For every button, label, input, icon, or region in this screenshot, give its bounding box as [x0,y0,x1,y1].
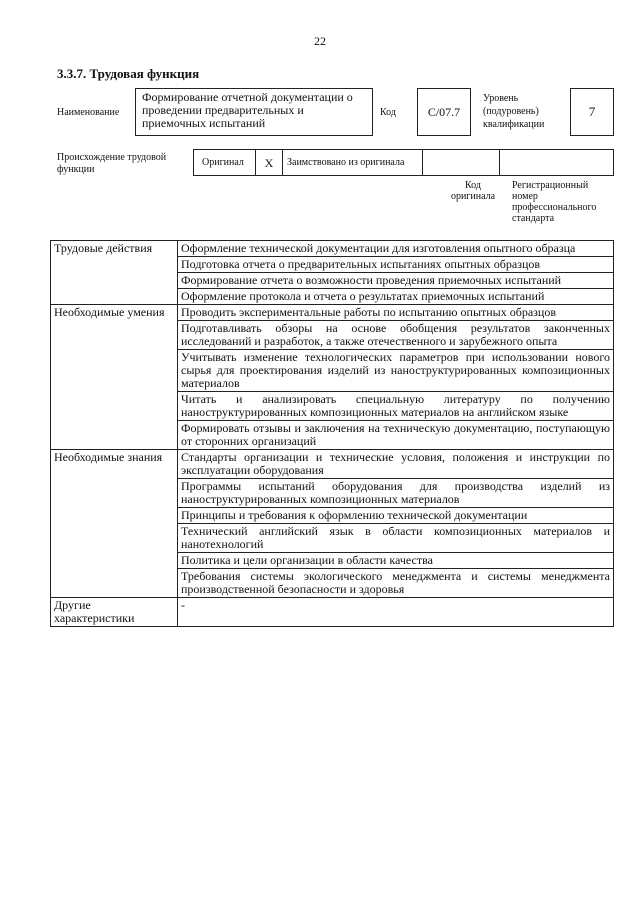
table-cell: Требования системы экологического менеджмента и системы менеджмента производственной безопасности и здоровья [178,569,614,598]
table-cell: Программы испытаний оборудования для производства изделий из наноструктурированных композиционных материалов [178,479,614,508]
page-number: 22 [314,34,326,48]
function-details-table [50,240,614,627]
table-row [51,450,614,479]
function-code-box: С/07.7 [417,88,471,136]
registration-number-cell [500,150,613,175]
borrowed-label: Заимствовано из оригинала [283,150,423,175]
table-cell: Читать и анализировать специальную литературу по получению наноструктурированных композиционных материалов на английском языке [178,392,614,421]
table-cell: Подготавливать обзоры на основе обобщения результатов законченных исследований и разработок, а также отечественного и зарубежного опыта [178,321,614,350]
table-cell: Формировать отзывы и заключения на техническую документацию, поступающую от сторонних организаций [178,421,614,450]
table-cell: - [178,598,614,627]
qualification-level-box: 7 [570,88,614,136]
original-code-cell [423,150,500,175]
original-label: Оригинал [194,150,256,175]
name-label: Наименование [57,107,120,118]
original-mark: X [256,150,283,175]
labor-actions-label: Трудовые действия [51,241,178,305]
registration-number-caption: Регистрационный номер профессионального стандарта [512,180,597,224]
table-cell: Подготовка отчета о предварительных испытаниях опытных образцов [178,257,614,273]
table-cell: Проводить экспериментальные работы по испытанию опытных образцов [178,305,614,321]
table-row [51,305,614,321]
table-cell: Политика и цели организации в области качества [178,553,614,569]
skills-label: Необходимые умения [51,305,178,450]
code-label: Код [380,107,396,118]
table-cell: Технический английский язык в области композиционных материалов и нанотехнологий [178,524,614,553]
other-characteristics-label: Другие характеристики [51,598,178,627]
origin-row [193,149,614,176]
level-label [483,92,563,131]
origin-label: Происхождение трудовой функции [57,152,167,175]
table-cell: Формирование отчета о возможности проведения приемочных испытаний [178,273,614,289]
section-title: 3.3.7. Трудовая функция [57,66,200,81]
table-row [51,598,614,627]
knowledge-label: Необходимые знания [51,450,178,598]
table-cell: Оформление протокола и отчета о результатах приемочных испытаний [178,289,614,305]
level-label-text: Уровень (подуровень) квалификации [483,93,545,130]
table-cell: Учитывать изменение технологических параметров при использовании нового сырья для проектирования изделий из наноструктурированных композиционных материалов [178,350,614,392]
table-cell: Оформление технической документации для изготовления опытного образца [178,241,614,257]
table-row [51,241,614,257]
table-cell: Стандарты организации и технические условия, положения и инструкции по эксплуатации оборудования [178,450,614,479]
table-cell: Принципы и требования к оформлению технической документации [178,508,614,524]
code-original-caption: Код оригинала [450,180,496,202]
function-name-box: Формирование отчетной документации о проведении предварительных и приемочных испытаний [135,88,373,136]
